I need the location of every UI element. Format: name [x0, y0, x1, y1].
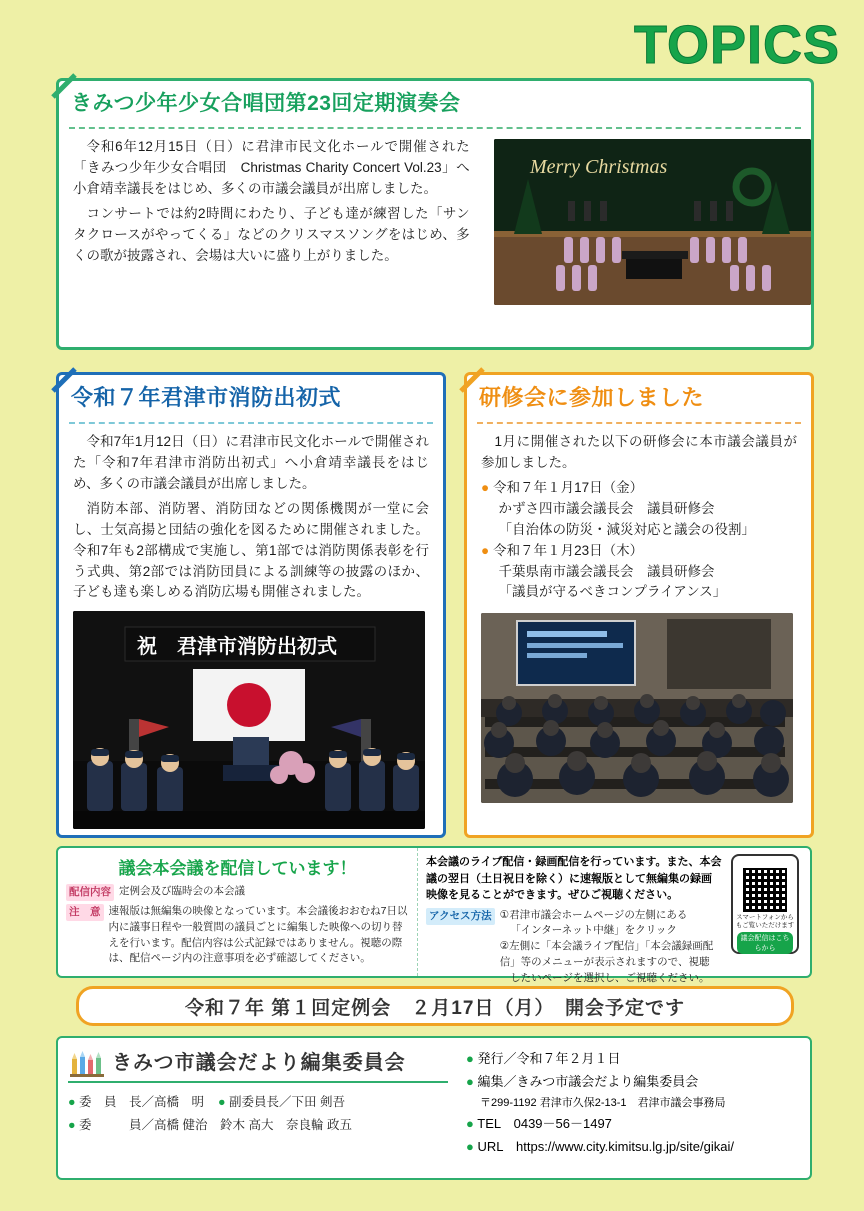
- photo-fire-art: [73, 611, 425, 829]
- broadcast-step-1: ①君津市議会ホームページの左側にある: [499, 908, 688, 921]
- bullet-icon: ●: [466, 1051, 474, 1066]
- contact-publish: 発行／令和７年２月１日: [477, 1051, 621, 1066]
- training-item-date: 令和７年１月23日（木）: [493, 542, 644, 558]
- training-item: [481, 478, 797, 541]
- article-chorus: [56, 78, 814, 350]
- contact-line[interactable]: [466, 1136, 802, 1159]
- article-training: [464, 372, 814, 838]
- session-banner: 令和７年 第１回定例会 ２月17日（月） 開会予定です: [76, 986, 794, 1026]
- qr-caption: スマートフォンからもご覧いただけます: [735, 914, 795, 929]
- qr-code-icon[interactable]: [743, 868, 787, 912]
- divider-line: [68, 1081, 448, 1083]
- divider-dashed: [69, 127, 801, 129]
- editor-committee-title-text: きみつ市議会だより編集委員会: [112, 1052, 406, 1074]
- bullet-icon: ●: [466, 1138, 474, 1154]
- photo-fire-ceremony: [73, 611, 425, 829]
- contact-editor: 編集／きみつ市議会だより編集委員会: [477, 1073, 699, 1089]
- broadcast-content-text: 定例会及び臨時会の本会議: [119, 885, 245, 897]
- svg-text:祝 君津市消防出初式: 祝 君津市消防出初式: [137, 636, 337, 659]
- broadcast-left-column: [58, 848, 418, 976]
- photo-chorus-art: [494, 139, 811, 305]
- broadcast-lead-text: 本会議のライブ配信・録画配信を行っています。また、本会議の翌日（土日祝日を除く）に速報版として無編集の録画映像を見ることができます。ぜひご視聴ください。: [426, 856, 722, 901]
- contact-line: [466, 1071, 802, 1094]
- photo-training-seminar: [481, 613, 793, 803]
- training-item-theme: 「自治体の防災・減災対応と議会の役割」: [498, 521, 756, 537]
- corner-accent-icon: [459, 367, 485, 393]
- training-item-date-row: [481, 541, 797, 562]
- article-training-body: [467, 432, 811, 603]
- article-fire-headline: 令和７年君津市消防出初式: [71, 385, 342, 410]
- qr-panel[interactable]: [728, 854, 802, 970]
- editor-committee-title: [68, 1046, 448, 1077]
- broadcast-access-row: [426, 908, 722, 987]
- page-title: TOPICS: [633, 15, 840, 75]
- editor-row: [68, 1114, 448, 1138]
- bullet-icon: ●: [481, 479, 490, 495]
- qr-button-label[interactable]: 議会配信はこちらから: [737, 932, 793, 954]
- broadcast-content-row: [66, 884, 409, 901]
- smartphone-illustration: [731, 854, 799, 954]
- broadcast-step-2b: したいページを選択し、ご視聴ください。: [510, 971, 710, 984]
- training-item-date-row: [481, 478, 797, 499]
- editor-chair: 委 員 長／高橋 明: [79, 1094, 205, 1109]
- editor-row: [68, 1091, 448, 1115]
- training-item-theme: 「議員が守るべきコンプライアンス」: [498, 584, 727, 600]
- bullet-icon: ●: [217, 1094, 226, 1109]
- corner-accent-icon: [51, 367, 77, 393]
- article-fire-ceremony: [56, 372, 446, 838]
- article-chorus-headline: きみつ少年少女合唱団第23回定期演奏会: [71, 92, 461, 115]
- editor-vice-chair: 副委員長／下田 剣吾: [229, 1094, 345, 1109]
- article-chorus-paragraph-1: 令和6年12月15日（日）に君津市民文化ホールで開催された「きみつ少年少女合唱団 Christmas Charity Concert Vol.23」へ小倉靖幸議長をはじめ、多くの市議会議員が出席しました。: [73, 139, 470, 196]
- footer-editor-column: [58, 1038, 458, 1178]
- contact-tel: TEL 0439－56－1497: [477, 1115, 612, 1131]
- broadcast-step-1b: 「インターネット中継」をクリック: [510, 924, 677, 937]
- broadcast-notice-row: [66, 904, 409, 967]
- corner-accent-icon: [51, 73, 77, 99]
- broadcast-right-column: [418, 848, 810, 984]
- bullet-icon: ●: [68, 1094, 76, 1109]
- broadcast-access-tag: アクセス方法: [426, 908, 495, 925]
- broadcast-title: 議会本会議を配信しています！: [118, 859, 357, 878]
- footer-contact-column: [458, 1038, 810, 1178]
- divider-dashed: [477, 422, 801, 424]
- article-training-headline: 研修会に参加しました: [479, 385, 705, 410]
- article-training-paragraph-1: 1月に開催された以下の研修会に本市議会議員が参加しました。: [481, 434, 797, 470]
- bullet-icon: ●: [466, 1073, 474, 1089]
- article-fire-paragraph-2: 消防本部、消防署、消防団などの関係機関が一堂に会し、士気高揚と団結の強化を図るために開催されました。令和7年も2部構成で実施し、第1部では消防関係表彰を行う式典、第2部では消防団員による訓練等の披露のほか、子ども達も楽しめる消防広場も開催されました。: [73, 500, 429, 600]
- training-item-date: 令和７年１月17日（金）: [493, 479, 644, 495]
- training-item: [481, 541, 797, 604]
- svg-text:Merry Christmas: Merry Christmas: [529, 156, 667, 178]
- broadcast-access-steps: [500, 908, 722, 987]
- article-chorus-body: [59, 137, 484, 305]
- photo-training-art: [481, 613, 793, 803]
- article-chorus-paragraph-2: コンサートでは約2時間にわたり、子ども達が練習した「サンタクロースがやってくる」などのクリスマスソングをはじめ、多くの歌が披露され、会場は大いに盛り上がりました。: [73, 205, 470, 263]
- contact-address: 〒299-1192 君津市久保2-13-1 君津市議会事務局: [480, 1096, 726, 1109]
- divider-dashed: [69, 422, 433, 424]
- broadcast-step-2: ②左側に「本会議ライブ配信」「本会議録画配信」等のメニューが表示されますので、視聴: [499, 940, 714, 968]
- bullet-icon: ●: [481, 542, 490, 558]
- broadcast-info-box: [56, 846, 812, 984]
- broadcast-content-tag: 配信内容: [66, 884, 114, 901]
- broadcast-notice-tag: 注 意: [66, 904, 104, 921]
- bullet-icon: ●: [68, 1118, 76, 1133]
- broadcast-notice-text: 速報版は無編集の映像となっています。本会議後おおむね7日以内に議事日程や一般質問の議員ごとに編集した映像への切り替えを行います。配信内容は公式記録ではありません。視聴の際は、配信ページ内の注意事項を必ず確認してください。: [108, 905, 408, 965]
- contact-line: [466, 1048, 802, 1071]
- contact-url[interactable]: URL https://www.city.kimitsu.lg.jp/site/gikai/: [477, 1138, 734, 1154]
- training-item-org: かずさ四市議会議長会 議員研修会: [498, 500, 715, 516]
- editor-members: 委 員／高橋 健治 鈴木 高大 奈良輪 政五: [79, 1118, 352, 1133]
- footer-box: [56, 1036, 812, 1180]
- contact-line: [466, 1113, 802, 1136]
- pencils-icon: [68, 1051, 108, 1077]
- training-item-org: 千葉県南市議会議長会 議員研修会: [498, 563, 715, 579]
- article-fire-paragraph-1: 令和7年1月12日（日）に君津市民文化ホールで開催された「令和7年君津市消防出初式」へ小倉靖幸議長をはじめ、多くの市議会議員が出席しました。: [73, 434, 429, 491]
- photo-chorus-concert: [494, 139, 811, 305]
- article-fire-body: [59, 432, 443, 603]
- bullet-icon: ●: [466, 1115, 474, 1131]
